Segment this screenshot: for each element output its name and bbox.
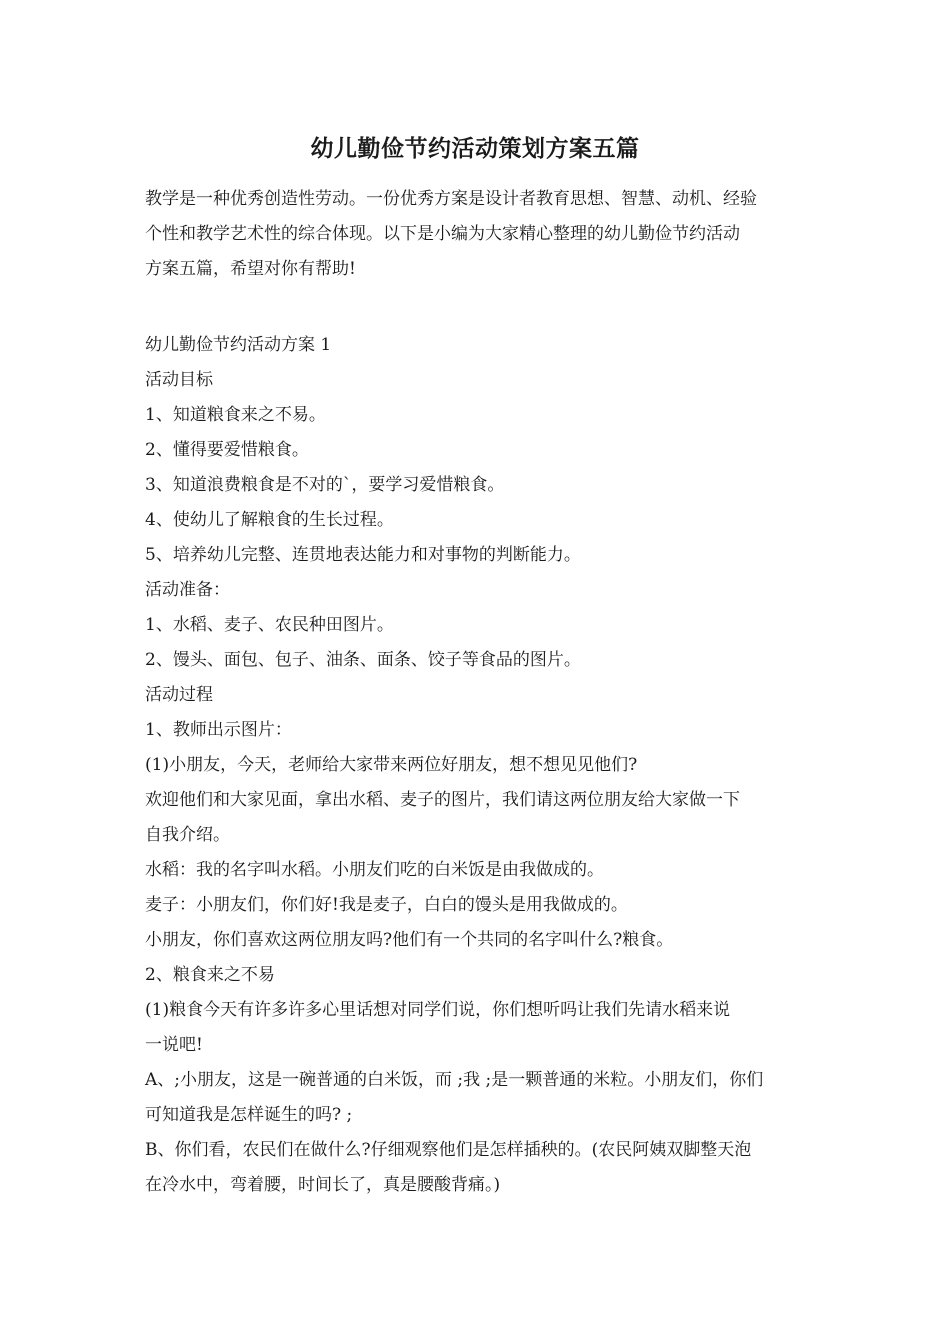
paragraph-line: 麦子：小朋友们，你们好!我是麦子，白白的馒头是用我做成的。 [145, 895, 628, 915]
paragraph-line: 小朋友，你们喜欢这两位朋友吗?他们有一个共同的名字叫什么?粮食。 [145, 930, 674, 950]
goal-item: 4、使幼儿了解粮食的生长过程。 [145, 510, 394, 530]
process-step: 2、粮食来之不易 [145, 965, 275, 985]
document-title: 幼儿勤俭节约活动策划方案五篇 [310, 135, 640, 162]
preparation-item: 1、水稻、麦子、农民种田图片。 [145, 615, 394, 635]
goal-item: 5、培养幼儿完整、连贯地表达能力和对事物的判断能力。 [145, 545, 581, 565]
paragraph-line: 水稻：我的名字叫水稻。小朋友们吃的白米饭是由我做成的。 [145, 860, 604, 880]
goal-item: 3、知道浪费粮食是不对的`，要学习爱惜粮食。 [145, 475, 505, 495]
paragraph-line: A、;小朋友，这是一碗普通的白米饭，而 ;我 ;是一颗普通的米粒。小朋友们，你们 [145, 1070, 764, 1090]
goal-item: 2、懂得要爱惜粮食。 [145, 440, 309, 460]
paragraph-line: (1)小朋友，今天，老师给大家带来两位好朋友，想不想见见他们? [145, 755, 638, 775]
goal-item: 1、知道粮食来之不易。 [145, 405, 326, 425]
subheading-preparation: 活动准备： [145, 580, 230, 600]
paragraph-line: 在冷水中，弯着腰，时间长了，真是腰酸背痛。) [145, 1175, 501, 1195]
intro-paragraph [145, 182, 807, 287]
paragraph-line: 欢迎他们和大家见面，拿出水稻、麦子的图片，我们请这两位朋友给大家做一下 [145, 790, 740, 810]
process-step: 1、教师出示图片： [145, 720, 292, 740]
subheading-process: 活动过程 [145, 685, 213, 705]
paragraph-line: B、你们看，农民们在做什么?仔细观察他们是怎样插秧的。(农民阿姨双脚整天泡 [145, 1140, 752, 1160]
paragraph-line: 自我介绍。 [145, 825, 230, 845]
section-heading: 幼儿勤俭节约活动方案 1 [145, 335, 332, 355]
intro-line: 教学是一种优秀创造性劳动。一份优秀方案是设计者教育思想、智慧、动机、经验 [145, 189, 757, 209]
intro-line: 方案五篇，希望对你有帮助! [145, 259, 356, 279]
preparation-item: 2、馒头、面包、包子、油条、面条、饺子等食品的图片。 [145, 650, 581, 670]
paragraph-line: 一说吧! [145, 1035, 203, 1055]
paragraph-line: 可知道我是怎样诞生的吗? ; [145, 1105, 353, 1125]
paragraph-line: (1)粮食今天有许多许多心里话想对同学们说，你们想听吗让我们先请水稻来说 [145, 1000, 731, 1020]
intro-line: 个性和教学艺术性的综合体现。以下是小编为大家精心整理的幼儿勤俭节约活动 [145, 224, 740, 244]
subheading-goals: 活动目标 [145, 370, 213, 390]
document-body [145, 328, 807, 1203]
